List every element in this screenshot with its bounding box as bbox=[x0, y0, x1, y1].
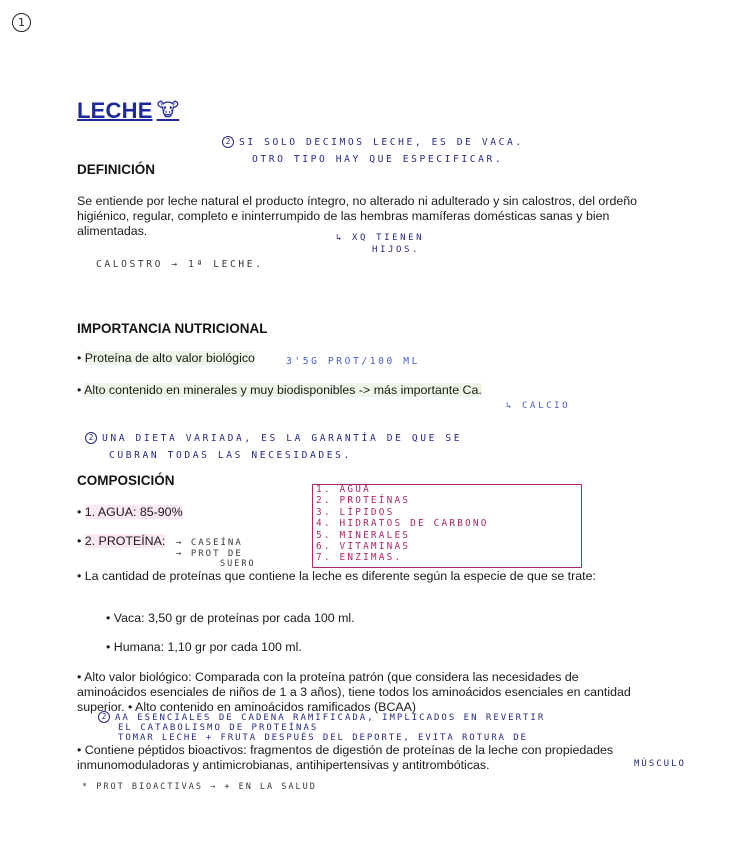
composition-list bbox=[316, 484, 489, 564]
bullet-proteina-valor-text: Proteína de alto valor biológico bbox=[84, 351, 255, 365]
note-prot-bioactivas: * PROT BIOACTIVAS → + EN LA SALUD bbox=[82, 782, 317, 792]
note-dieta-line1 bbox=[85, 432, 462, 444]
composition-item: 5. MINERALES bbox=[316, 529, 411, 541]
peptidos-text: • Contiene péptidos bioactivos: fragmentos de digestión de proteínas de la leche con propiedades inmunomoduladoras y antimicrobianas, antihipertensivas y antitrombóticas. bbox=[77, 743, 614, 772]
note-aa-text1: AA ESENCIALES DE CADENA RAMIFICADA, IMPLICADOS EN REVERTIR bbox=[115, 713, 546, 723]
composition-item: 4. HIDRATOS DE CARBONO bbox=[316, 518, 489, 530]
composition-item: 7. ENZIMAS. bbox=[316, 552, 403, 564]
bullet-minerales: • Alto contenido en minerales y muy biodisponibles -> más importante Ca. bbox=[77, 383, 482, 397]
alto-valor-text-content: Alto valor biológico: Comparada con la proteína patrón (que considera las necesidades de aminoácidos esenciales de niños de 1 a 3 años), tiene todos los aminoácidos esenciales en cantidad superior. • Alto contenido en aminoácidos ramificados (BCAA) bbox=[77, 670, 631, 714]
page-title bbox=[77, 98, 179, 124]
note-caseina: → CASEÍNA bbox=[176, 538, 243, 548]
note-marker-icon: 2 bbox=[222, 136, 234, 148]
bullet-minerales-text: Alto contenido en minerales y muy biodisponibles -> más importante Ca. bbox=[84, 383, 482, 397]
composition-item: 6. VITAMINAS bbox=[316, 541, 411, 553]
item-agua-text: 1. AGUA: 85-90% bbox=[84, 505, 183, 519]
definicion-text: Se entiende por leche natural el producto íntegro, no alterado ni adulterado y sin calostros, del ordeño higiénico, regular, completo e ininterrumpido de las hembras mamíferas domésticas sanas y bien alimentadas. bbox=[77, 194, 638, 238]
note-calostro: CALOSTRO → 1ª LECHE. bbox=[96, 259, 264, 270]
note-dieta-line2: CUBRAN TODAS LAS NECESIDADES. bbox=[109, 450, 352, 461]
note-aa-line1 bbox=[98, 711, 545, 723]
peptidos-text-content: Contiene péptidos bioactivos: fragmentos de digestión de proteínas de la leche con propiedades inmunomoduladoras y antimicrobianas, antihipertensivas y antitrombóticas. bbox=[77, 743, 614, 772]
bullet-proteina-valor: • Proteína de alto valor biológico bbox=[77, 351, 255, 365]
note-aa-line3: TOMAR LECHE + FRUTA DESPUÉS DEL DEPORTE, EVITA ROTURA DE bbox=[118, 733, 528, 743]
note-hijos-line1: ↳ XQ TIENEN bbox=[336, 233, 425, 243]
cow-icon: 🐮 bbox=[156, 99, 180, 121]
note-3g-prot: 3'5G PROT/100 ML bbox=[286, 356, 421, 367]
note-calcio: ↳ CALCIO bbox=[506, 401, 571, 411]
cantidad-text-content: La cantidad de proteínas que contiene la leche es diferente según la especie de que se trate: bbox=[84, 569, 596, 583]
heading-importancia: IMPORTANCIA NUTRICIONAL bbox=[77, 321, 268, 336]
item-proteina: • 2. PROTEÍNA: bbox=[77, 534, 166, 548]
note-prot-suero: → PROT DE bbox=[176, 549, 243, 559]
composition-item: 2. PROTEÍNAS bbox=[316, 495, 411, 507]
item-vaca-text: Vaca: 3,50 gr de proteínas por cada 100 ml. bbox=[113, 611, 355, 625]
note-vaca-line1 bbox=[222, 136, 524, 148]
note-vaca-line2: OTRO TIPO HAY QUE ESPECIFICAR. bbox=[252, 154, 504, 165]
note-aa-line4: MÚSCULO bbox=[634, 759, 686, 769]
note-marker-icon: 2 bbox=[98, 711, 110, 723]
note-aa-line2: EL CATABOLISMO DE PROTEÍNAS bbox=[118, 723, 319, 733]
item-proteina-text: 2. PROTEÍNA: bbox=[84, 534, 166, 548]
note-vaca-text1: SI SOLO DECIMOS LECHE, ES DE VACA. bbox=[239, 137, 524, 148]
item-agua: • 1. AGUA: 85-90% bbox=[77, 505, 183, 519]
page-number: 1 bbox=[12, 13, 31, 32]
item-vaca: • Vaca: 3,50 gr de proteínas por cada 100 ml. bbox=[106, 611, 355, 625]
note-marker-icon: 2 bbox=[85, 432, 97, 444]
item-humana: • Humana: 1,10 gr por cada 100 ml. bbox=[106, 640, 302, 654]
alto-valor-text: • Alto valor biológico: Comparada con la proteína patrón (que considera las necesidades de aminoácidos esenciales de niños de 1 a 3 años), tiene todos los aminoácidos esenciales en cantidad superior. • Alto contenido en aminoácidos ramificados (BCAA) bbox=[77, 670, 631, 714]
note-hijos-line2: HIJOS. bbox=[372, 245, 421, 255]
title-text: LECHE bbox=[77, 98, 153, 123]
item-humana-text: Humana: 1,10 gr por cada 100 ml. bbox=[113, 640, 302, 654]
note-suero: SUERO bbox=[220, 559, 256, 569]
composition-item: 1. AGUA bbox=[316, 484, 371, 495]
heading-composicion: COMPOSICIÓN bbox=[77, 473, 175, 488]
cantidad-text: • La cantidad de proteínas que contiene la leche es diferente según la especie de que se trate: bbox=[77, 569, 596, 583]
note-dieta-text1: UNA DIETA VARIADA, ES LA GARANTÍA DE QUE SE bbox=[102, 433, 463, 444]
composition-item: 3. LÍPIDOS bbox=[316, 506, 395, 518]
heading-definicion: DEFINICIÓN bbox=[77, 162, 156, 177]
